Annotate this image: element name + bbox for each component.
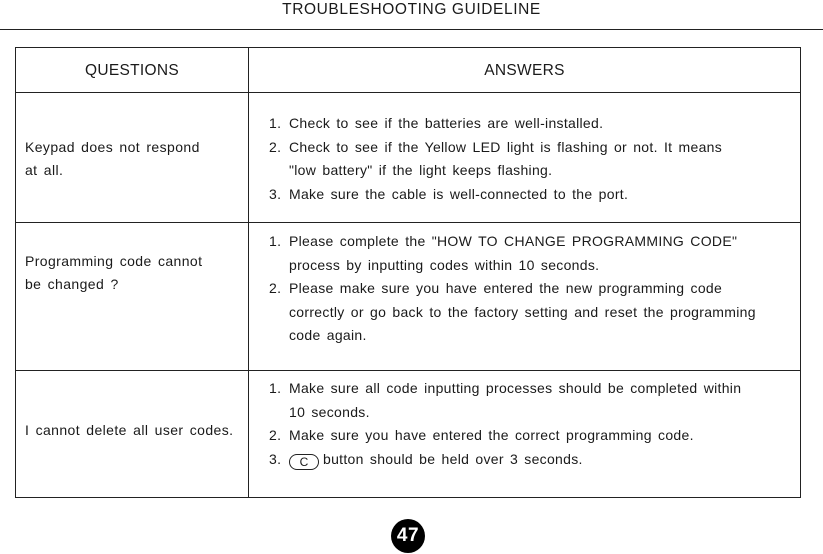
- c-key-icon: C: [289, 454, 319, 470]
- answers-keypad-no-response: [269, 112, 809, 206]
- question-line: Programming code cannot: [25, 253, 203, 269]
- question-code-cannot-change: [25, 250, 247, 296]
- answer-number: 1.: [269, 233, 282, 249]
- header-divider: [16, 92, 800, 93]
- answer-number: 2.: [269, 138, 282, 155]
- answer-line: Please complete the "HOW TO CHANGE PROGRAMMING CODE": [289, 233, 738, 249]
- answer-number: 2.: [269, 280, 282, 296]
- answer-number: 3.: [269, 185, 282, 202]
- answer-line: Please make sure you have entered the new programming code: [289, 280, 723, 296]
- question-line: be changed ?: [25, 276, 119, 292]
- answer-number: 1.: [269, 115, 282, 131]
- answers-header: ANSWERS: [484, 62, 565, 79]
- answer-line: Make sure you have entered the correct programming code.: [289, 427, 694, 443]
- question-line: I cannot delete all user codes.: [25, 422, 234, 438]
- answer-line: [289, 448, 809, 472]
- question-line: at all.: [25, 162, 64, 178]
- answer-line: process by inputting codes within 10 seconds.: [289, 256, 600, 273]
- answer-item: [269, 448, 809, 472]
- column-divider: [248, 48, 249, 497]
- troubleshooting-table: [15, 47, 801, 498]
- answer-item: [269, 183, 809, 207]
- question-keypad-no-response: [25, 136, 247, 182]
- row-divider: [16, 222, 800, 223]
- answer-line: Check to see if the batteries are well-installed.: [289, 115, 604, 131]
- answers-cannot-delete-user-codes: [269, 377, 809, 471]
- answer-line: correctly or go back to the factory setting and reset the programming: [289, 303, 756, 320]
- answer-line: Make sure all code inputting processes should be completed within: [289, 380, 742, 396]
- page-title: TROUBLESHOOTING GUIDELINE: [282, 1, 541, 18]
- title-divider: [0, 29, 823, 30]
- answer-item: [269, 277, 809, 348]
- answer-line: "low battery" if the light keeps flashing.: [289, 162, 553, 178]
- answer-line: Check to see if the Yellow LED light is flashing or not. It means: [289, 138, 723, 155]
- answer-item: [269, 112, 809, 136]
- answer-text: button should be held over 3 seconds.: [323, 450, 583, 467]
- answer-item: [269, 136, 809, 183]
- question-cannot-delete-user-codes: [25, 419, 247, 442]
- row-divider: [16, 370, 800, 371]
- answer-line: Make sure the cable is well-connected to the port.: [289, 185, 629, 202]
- question-line: Keypad does not respond: [25, 139, 200, 155]
- answer-number: 1.: [269, 380, 282, 396]
- answer-line: 10 seconds.: [289, 403, 370, 420]
- answer-number: 3.: [269, 450, 282, 467]
- answer-line: code again.: [289, 327, 367, 343]
- answers-code-cannot-change: [269, 230, 809, 348]
- answer-item: [269, 230, 809, 277]
- answer-item: [269, 424, 809, 448]
- page-number-badge: 47: [391, 519, 425, 553]
- questions-header: QUESTIONS: [85, 62, 179, 79]
- answer-item: [269, 377, 809, 424]
- answer-number: 2.: [269, 427, 282, 443]
